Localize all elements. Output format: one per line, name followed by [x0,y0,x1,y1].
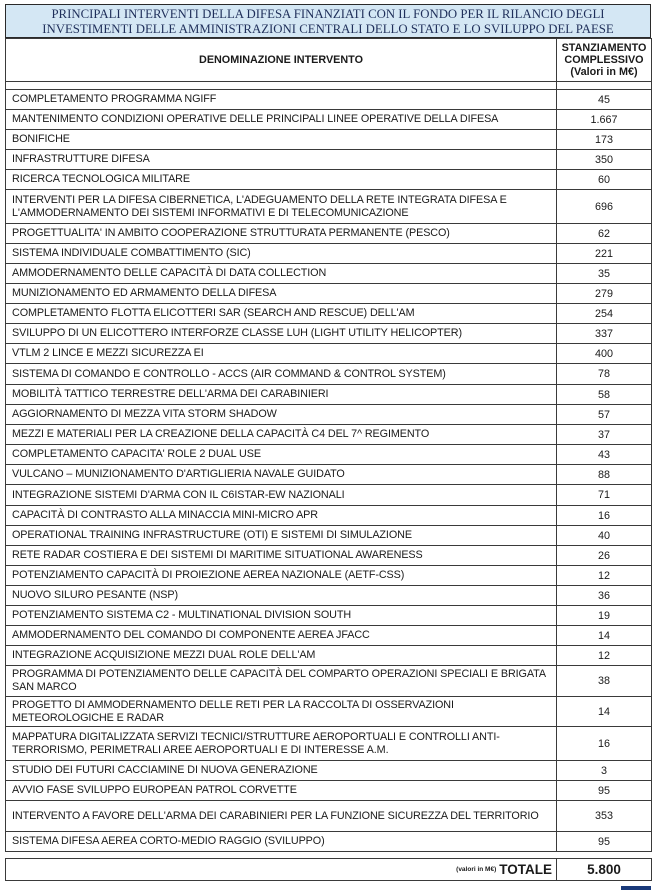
intervention-value: 16 [557,506,652,526]
table-row [6,606,652,626]
table-row [6,626,652,646]
table-row [6,697,652,727]
table-row [6,781,652,801]
intervention-value: 12 [557,646,652,666]
intervention-name: SVILUPPO DI UN ELICOTTERO INTERFORZE CLASSE LUH (LIGHT UTILITY HELICOPTER) [6,324,557,344]
intervention-name: VULCANO – MUNIZIONAMENTO D'ARTIGLIERIA NAVALE GUIDATO [6,465,557,485]
table-row [6,150,652,170]
spacer-row [6,852,652,859]
document [5,4,651,881]
table-row [6,761,652,781]
table-row [6,344,652,364]
intervention-name: RETE RADAR COSTIERA E DEI SISTEMI DI MARITIME SITUATIONAL AWARENESS [6,546,557,566]
intervention-name: CAPACITÀ DI CONTRASTO ALLA MINACCIA MINI-MICRO APR [6,506,557,526]
intervention-name: POTENZIAMENTO CAPACITÀ DI PROIEZIONE AEREA NAZIONALE (AETF-CSS) [6,566,557,586]
intervention-value: 60 [557,170,652,190]
header-value [557,39,652,82]
total-label: TOTALE [499,862,552,877]
table-row [6,170,652,190]
table-row [6,385,652,405]
intervention-value: 279 [557,284,652,304]
table-row [6,130,652,150]
intervention-value: 45 [557,90,652,110]
table-row [6,405,652,425]
table-row [6,465,652,485]
intervention-name: STUDIO DEI FUTURI CACCIAMINE DI NUOVA GENERAZIONE [6,761,557,781]
table-row [6,425,652,445]
table-row [6,244,652,264]
intervention-value: 14 [557,697,652,727]
intervention-name: INTERVENTO A FAVORE DELL'ARMA DEI CARABINIERI PER LA FUNZIONE SICUREZZA DEL TERRITORIO [6,801,557,832]
table-row [6,646,652,666]
header-value-line-1: STANZIAMENTO [561,42,647,54]
table-row [6,224,652,244]
intervention-value: 58 [557,385,652,405]
intervention-value: 221 [557,244,652,264]
header-value-line-2: COMPLESSIVO [564,54,644,66]
intervention-name: AMMODERNAMENTO DELLE CAPACITÀ DI DATA COLLECTION [6,264,557,284]
header-row [6,39,652,82]
intervention-value: 95 [557,781,652,801]
table-row [6,110,652,130]
intervention-name: INTEGRAZIONE SISTEMI D'ARMA CON IL C6ISTAR-EW NAZIONALI [6,485,557,506]
table-row [6,324,652,344]
table-row [6,304,652,324]
intervention-value: 78 [557,364,652,385]
intervention-name: MANTENIMENTO CONDIZIONI OPERATIVE DELLE PRINCIPALI LINEE OPERATIVE DELLA DIFESA [6,110,557,130]
table-row [6,566,652,586]
intervention-value: 43 [557,445,652,465]
table-row [6,832,652,852]
total-value: 5.800 [557,859,652,881]
total-label-cell [6,859,557,881]
intervention-value: 26 [557,546,652,566]
intervention-value: 19 [557,606,652,626]
intervention-value: 1.667 [557,110,652,130]
intervention-name: OPERATIONAL TRAINING INFRASTRUCTURE (OTI) E SISTEMI DI SIMULAZIONE [6,526,557,546]
intervention-value: 337 [557,324,652,344]
intervention-name: VTLM 2 LINCE E MEZZI SICUREZZA EI [6,344,557,364]
intervention-name: PROGRAMMA DI POTENZIAMENTO DELLE CAPACITÀ DEL COMPARTO OPERAZIONI SPECIALI E BRIGATA SAN MARCO [6,666,557,697]
intervention-value: 71 [557,485,652,506]
intervention-value: 36 [557,586,652,606]
intervention-value: 40 [557,526,652,546]
intervention-value: 38 [557,666,652,697]
intervention-value: 400 [557,344,652,364]
intervention-name: PROGETTO DI AMMODERNAMENTO DELLE RETI PER LA RACCOLTA DI OSSERVAZIONI METEOROLOGICHE E RADAR [6,697,557,727]
intervention-value: 95 [557,832,652,852]
intervention-name: COMPLETAMENTO FLOTTA ELICOTTERI SAR (SEARCH AND RESCUE) DELL'AM [6,304,557,324]
table-row [6,485,652,506]
table-row [6,586,652,606]
title-line-2: INVESTIMENTI DELLE AMMINISTRAZIONI CENTRALI DELLO STATO E LO SVILUPPO DEL PAESE [42,21,614,36]
table-row [6,284,652,304]
table-row [6,801,652,832]
intervention-value: 16 [557,727,652,761]
intervention-value: 696 [557,190,652,224]
title-line-1: PRINCIPALI INTERVENTI DELLA DIFESA FINANZIATI CON IL FONDO PER IL RILANCIO DEGLI [51,7,605,21]
intervention-name: COMPLETAMENTO CAPACITA' ROLE 2 DUAL USE [6,445,557,465]
table-row [6,666,652,697]
intervention-name: POTENZIAMENTO SISTEMA C2 - MULTINATIONAL DIVISION SOUTH [6,606,557,626]
intervention-value: 62 [557,224,652,244]
intervention-value: 14 [557,626,652,646]
table-row [6,526,652,546]
intervention-value: 353 [557,801,652,832]
header-gap-row [6,82,652,90]
intervention-name: INTERVENTI PER LA DIFESA CIBERNETICA, L'ADEGUAMENTO DELLA RETE INTEGRATA DIFESA E L'AMMODERNAMENTO DEI SISTEMI INFORMATIVI E DI TELECOMUNICAZIONE [6,190,557,224]
intervention-value: 88 [557,465,652,485]
intervention-name: BONIFICHE [6,130,557,150]
total-note: (valori in M€) [456,866,497,873]
corner-bar [621,886,651,890]
total-row [6,859,652,881]
header-value-line-3: (Valori in M€) [570,66,638,78]
intervention-name: AVVIO FASE SVILUPPO EUROPEAN PATROL CORVETTE [6,781,557,801]
intervention-name: COMPLETAMENTO PROGRAMMA NGIFF [6,90,557,110]
intervention-value: 12 [557,566,652,586]
intervention-name: MAPPATURA DIGITALIZZATA SERVIZI TECNICI/STRUTTURE AEROPORTUALI E CONTROLLI ANTI-TERRORISMO, PERIMETRALI AREE AEROPORTUALI E DI INTERESSE A.M. [6,727,557,761]
intervention-name: NUOVO SILURO PESANTE (NSP) [6,586,557,606]
intervention-name: PROGETTUALITA' IN AMBITO COOPERAZIONE STRUTTURATA PERMANENTE (PESCO) [6,224,557,244]
intervention-value: 3 [557,761,652,781]
intervention-name: SISTEMA DIFESA AEREA CORTO-MEDIO RAGGIO (SVILUPPO) [6,832,557,852]
table-row [6,364,652,385]
intervention-value: 173 [557,130,652,150]
table-row [6,190,652,224]
interventions-table [5,38,652,881]
table-row [6,546,652,566]
intervention-value: 35 [557,264,652,284]
table-row [6,264,652,284]
intervention-value: 350 [557,150,652,170]
intervention-name: AMMODERNAMENTO DEL COMANDO DI COMPONENTE AEREA JFACC [6,626,557,646]
intervention-name: INFRASTRUTTURE DIFESA [6,150,557,170]
table-row [6,506,652,526]
table-row [6,90,652,110]
intervention-name: SISTEMA DI COMANDO E CONTROLLO - ACCS (AIR COMMAND & CONTROL SYSTEM) [6,364,557,385]
table-row [6,445,652,465]
table-title [5,4,651,38]
header-name: DENOMINAZIONE INTERVENTO [6,39,557,82]
table-row [6,727,652,761]
intervention-name: MUNIZIONAMENTO ED ARMAMENTO DELLA DIFESA [6,284,557,304]
intervention-name: INTEGRAZIONE ACQUISIZIONE MEZZI DUAL ROLE DELL'AM [6,646,557,666]
intervention-value: 57 [557,405,652,425]
intervention-name: SISTEMA INDIVIDUALE COMBATTIMENTO (SIC) [6,244,557,264]
intervention-value: 37 [557,425,652,445]
intervention-value: 254 [557,304,652,324]
intervention-name: MOBILITÀ TATTICO TERRESTRE DELL'ARMA DEI CARABINIERI [6,385,557,405]
intervention-name: RICERCA TECNOLOGICA MILITARE [6,170,557,190]
intervention-name: AGGIORNAMENTO DI MEZZA VITA STORM SHADOW [6,405,557,425]
intervention-name: MEZZI E MATERIALI PER LA CREAZIONE DELLA CAPACITÀ C4 DEL 7^ REGIMENTO [6,425,557,445]
